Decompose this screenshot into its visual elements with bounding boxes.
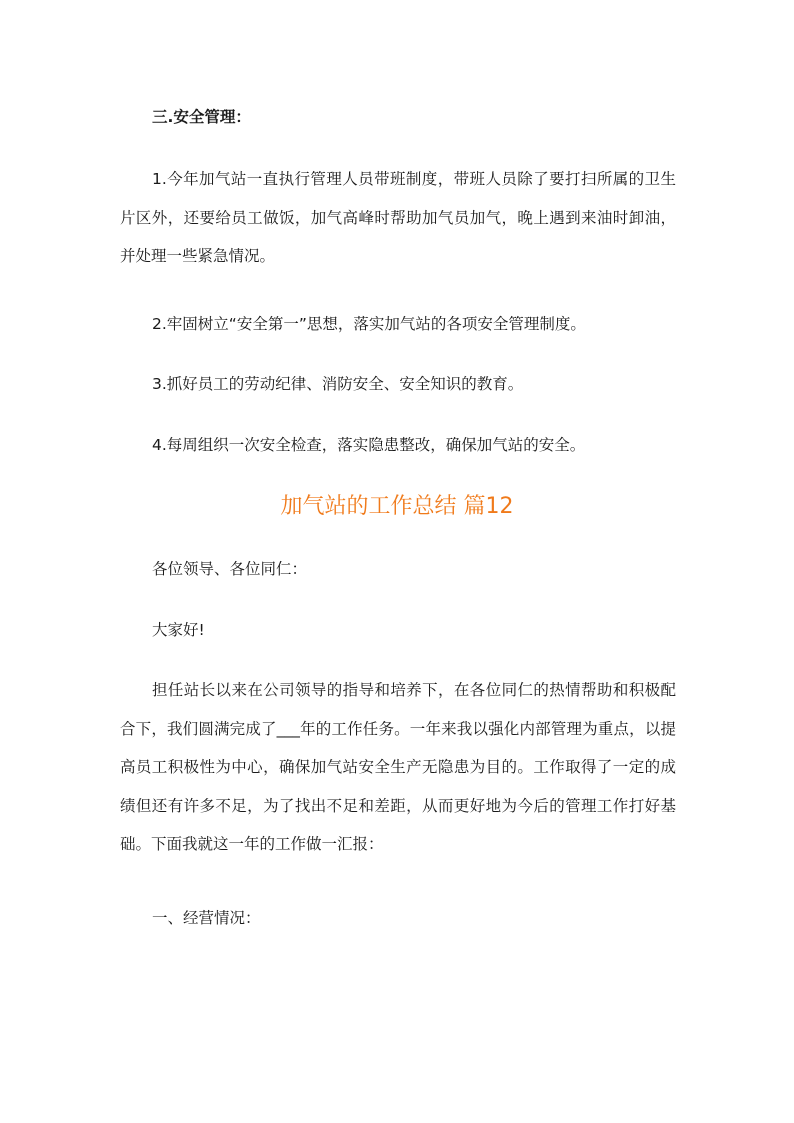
salutation: 各位领导、各位同仁： <box>152 560 308 578</box>
safety-item-4: 4.每周组织一次安全检查，落实隐患整改，确保加气站的安全。 <box>152 436 586 454</box>
section-heading-operations: 一、经营情况： <box>152 909 261 927</box>
safety-item-3: 3.抓好员工的劳动纪律、消防安全、安全知识的教育。 <box>152 375 524 393</box>
intro-paragraph: 担任站长以来在公司领导的指导和培养下，在各位同仁的热情帮助和积极配合下，我们圆满完成了___年的工作任务。一年来我以强化内部管理为重点，以提高员工积极性为中心，确保加气站安全生产无隐患为目的。工作取得了一定的成绩但还有许多不足，为了找出不足和差距，从而更好地为今后的管理工作打好基础。下面我就这一年的工作做一汇报： <box>120 681 676 853</box>
section-heading-safety-management: 三.安全管理： <box>152 108 251 126</box>
greeting: 大家好! <box>152 621 205 639</box>
article-title: 加气站的工作总结 篇12 <box>280 494 514 519</box>
safety-item-1: 1.今年加气站一直执行管理人员带班制度，带班人员除了要打扫所属的卫生片区外，还要给员工做饭，加气高峰时帮助加气员加气，晚上遇到来油时卸油，并处理一些紧急情况。 <box>120 170 676 265</box>
safety-item-2: 2.牢固树立“安全第一”思想，落实加气站的各项安全管理制度。 <box>152 315 586 333</box>
